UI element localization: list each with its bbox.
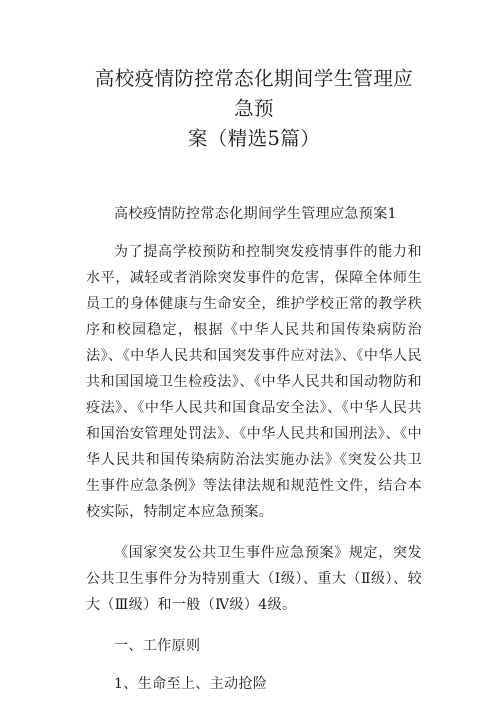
heading-life-first: 1、生命至上、主动抢险 bbox=[114, 676, 268, 692]
paragraph-classification: 《国家突发公共卫生事件应急预案》规定，突发公共卫生事件分为特别重大（Ⅰ级）、重大（Ⅱ级）、较大（Ⅲ级）和一般（Ⅳ级）4级。 bbox=[86, 545, 422, 613]
document-title bbox=[86, 64, 422, 154]
document-title-line-1: 高校疫情防控常态化期间学生管理应急预 bbox=[94, 67, 414, 120]
section-title: 高校疫情防控常态化期间学生管理应急预案1 bbox=[114, 206, 397, 222]
document-title-line-2: 案（精选5篇） bbox=[187, 127, 321, 150]
heading-work-principles: 一、工作原则 bbox=[114, 638, 201, 654]
paragraph-purpose: 为了提高学校预防和控制突发疫情事件的能力和水平，减轻或者消除突发事件的危害，保障全体师生员工的身体健康与生命安全，维护学校正常的教学秩序和校园稳定，根据《中华人民共和国传染病防治法》、《中华人民共和国突发事件应对法》、《中华人民共和国国境卫生检疫法》、《中华人民共和国动物防和疫法》、《中华人民共和国食品安全法》、《中华人民共和国治安管理处罚法》、《中华人民共和国刑法》、《中华人民共和国传染病防治法实施办法》《突发公共卫生事件应急条例》等法律法规和规范性文件，结合本校实际，特制定本应急预案。 bbox=[86, 244, 422, 520]
